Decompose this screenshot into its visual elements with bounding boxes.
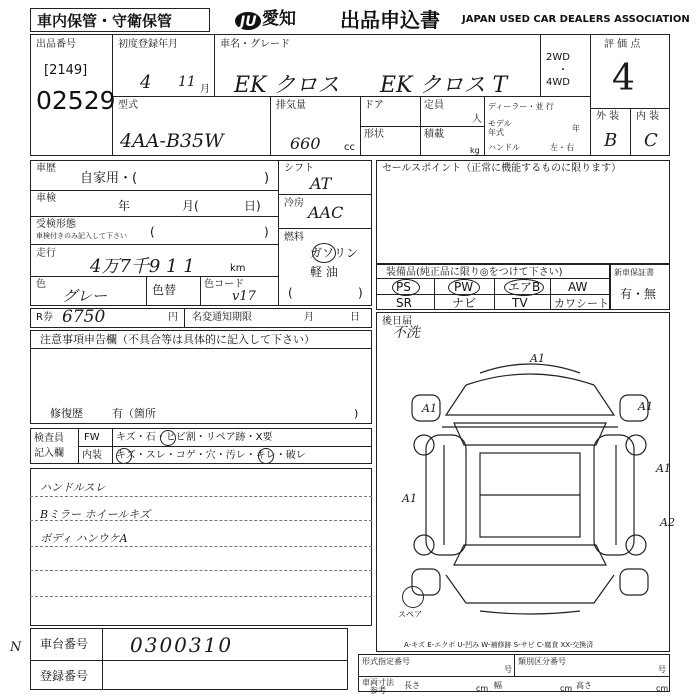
lot-number: 02529	[36, 86, 116, 115]
equipment-label: 装備品(純正品に限り◎をつけて下さい)	[386, 267, 563, 278]
equip-airbag-circle	[504, 279, 544, 296]
equip-airbag: エアB	[508, 280, 541, 294]
dealer-year-unit: 年	[572, 124, 580, 133]
receive-note: 車検付きのみ記入して下さい	[36, 232, 127, 240]
ju-logo-text: JU	[240, 14, 257, 30]
dims-length-unit: cm	[476, 684, 489, 693]
diagram-mark-front: A1	[530, 352, 545, 365]
dealer-model-year: モデル	[488, 119, 512, 128]
registration-month: 11	[178, 74, 196, 90]
equip-aw: AW	[568, 280, 588, 294]
mileage-unit: km	[230, 263, 246, 274]
int-scratch-circle	[116, 448, 132, 464]
model-name-label: 車名・グレード	[220, 39, 290, 50]
header-region: 愛知	[262, 9, 296, 29]
int-dirt-circle	[258, 448, 274, 464]
shift-label: シフト	[284, 163, 314, 174]
diagram-mark-right-door: A1	[656, 462, 671, 475]
load-label: 積載	[424, 129, 444, 140]
dims-height-unit: cm	[656, 684, 669, 693]
grade-eval-value: 4	[612, 58, 635, 99]
damage-legend: A-キズ E-エクボ U-凹み W-補修跡 S-サビ C-腐食 XX-交換済	[404, 641, 594, 649]
equip-tv: TV	[512, 296, 528, 310]
diagram-mark-left-door: A1	[402, 492, 417, 505]
corner-mark: N	[10, 640, 22, 655]
name-change-month: 月	[304, 312, 314, 323]
equip-sr: SR	[396, 296, 412, 310]
color-change-label: 色替	[152, 283, 177, 297]
int-label: 内 装	[636, 111, 660, 122]
ext-value: B	[604, 130, 618, 151]
receive-close: )	[264, 225, 269, 239]
inspection-label: 車検	[36, 193, 56, 204]
name-change-label: 名変通知期限	[192, 312, 252, 323]
capacity-unit: 人	[472, 114, 482, 125]
equip-navi: ナビ	[452, 296, 477, 310]
color-label: 色	[36, 279, 46, 290]
header-title: 出品申込書	[340, 8, 440, 32]
diagram-mark-right-rear: A2	[660, 516, 675, 529]
color-code-label: 色コード	[204, 279, 244, 290]
equip-ps-circle	[392, 279, 420, 296]
equip-seat: カワシート	[554, 297, 609, 310]
recycle-options: 有・無	[620, 287, 657, 301]
notes-label: 注意事項申告欄（不具合等は具体的に記入して下さい）	[40, 333, 315, 346]
handle-label: ハンドル	[488, 143, 520, 152]
door-label: ドア	[364, 100, 384, 111]
drive-2wd: 2WD	[546, 52, 570, 63]
name-change-day: 日	[350, 312, 360, 323]
inspection-day-unit: 日)	[244, 199, 261, 213]
registration-label: 初度登録年月	[118, 39, 178, 50]
class-number-label: 類別区分番号	[518, 657, 566, 666]
registration-year: 4	[140, 72, 152, 93]
handwritten-note-1: ハンドルスレ	[40, 481, 106, 494]
model-grade-value: EK クロス T	[380, 73, 508, 98]
fuel-paren-close: )	[358, 286, 363, 300]
receive-label: 受検形態	[36, 219, 76, 230]
equip-ps: PS	[396, 280, 411, 294]
sales-point-box	[376, 160, 670, 264]
diagram-mark-right-front: A1	[638, 400, 653, 413]
class-number-unit: 号	[658, 665, 666, 674]
handwritten-note-2: Bミラー ホイールキズ	[40, 508, 151, 521]
lot-sub-number: [2149]	[44, 63, 88, 78]
form-number-unit: 号	[504, 665, 512, 674]
int-value: C	[644, 130, 658, 151]
fuel-gas-circle	[312, 243, 336, 263]
r-ticket-value: 6750	[62, 307, 106, 327]
mileage-label: 走行	[36, 248, 56, 259]
dims-sub: 参考	[370, 686, 386, 695]
dims-label: 車両寸法	[362, 678, 394, 687]
repair-label: 修復歴	[50, 407, 83, 420]
dims-width: 幅	[494, 681, 502, 690]
fuel-opt-diesel: 軽 油	[310, 265, 338, 279]
keep-label: 車内保管・守衛保管	[37, 12, 173, 30]
sales-point-label: セールスポイント（正常に機能するものに限ります）	[382, 163, 622, 174]
r-ticket-unit: 円	[168, 312, 178, 323]
ac-value: AAC	[308, 203, 344, 222]
color-value: グレー	[62, 287, 108, 305]
repair-close: )	[354, 407, 359, 420]
displacement-label: 排気量	[276, 100, 306, 111]
int-tag: 内装	[82, 450, 102, 461]
shape-label: 形状	[364, 129, 384, 140]
mileage-value: 4万7千9 1 1	[90, 256, 195, 277]
keep-label-box	[30, 8, 210, 32]
ext-label: 外 装	[596, 111, 620, 122]
receive-open: (	[150, 225, 155, 239]
rear-label: 後日届	[382, 316, 412, 327]
spare-tire-icon	[402, 586, 424, 608]
rear-value: 不洗	[392, 325, 420, 341]
plate-label: 登録番号	[40, 669, 89, 683]
fuel-label: 燃料	[284, 232, 304, 243]
lot-label: 出品番号	[36, 39, 76, 50]
form-number-label: 形式指定番号	[362, 657, 410, 666]
header-english: JAPAN USED CAR DEALERS ASSOCIATION	[462, 14, 690, 25]
type-label: 型式	[118, 100, 138, 111]
dims-height: 高さ	[576, 681, 592, 690]
r-ticket-label: R券	[36, 312, 53, 323]
type-value: 4AA-B35W	[120, 130, 224, 152]
fuel-paren-open: (	[288, 286, 293, 300]
handle-options: 左・右	[550, 143, 574, 152]
fw-tag: FW	[84, 432, 100, 443]
shift-value: AT	[310, 174, 332, 193]
capacity-label: 定員	[424, 100, 444, 111]
fuel-opt-gas: ガソリン	[310, 246, 359, 260]
inspection-year-unit: 年	[118, 199, 131, 213]
diagram-mark-left-front: A1	[422, 402, 437, 415]
history-value: 自家用・(	[80, 171, 138, 186]
chassis-value: 0300310	[130, 633, 234, 657]
drive-sep: ・	[558, 65, 568, 76]
model-name-value: EK クロス	[234, 73, 340, 98]
spare-label: スペア	[398, 610, 422, 619]
inspection-month-unit: 月(	[182, 199, 199, 213]
displacement-unit: cc	[344, 142, 355, 153]
history-close: )	[264, 171, 270, 186]
inspector-label-2: 記入欄	[34, 448, 64, 459]
drive-4wd: 4WD	[546, 77, 570, 88]
color-code-value: v17	[232, 289, 256, 304]
fw-text: キズ・石・ヒビ割・リペア跡・X要	[116, 432, 273, 443]
ac-label: 冷房	[284, 198, 304, 209]
displacement-value: 660	[290, 134, 321, 153]
dims-length: 長さ	[404, 681, 420, 690]
dims-width-unit: cm	[560, 684, 573, 693]
grade-eval-label: 評 価 点	[604, 39, 641, 50]
int-text: キズ・スレ・コゲ・穴・汚レ・キレ・破レ	[116, 450, 306, 461]
registration-month-unit: 月	[200, 84, 210, 95]
recycle-label: 新車保証書	[614, 268, 654, 277]
chassis-label: 車台番号	[40, 637, 89, 651]
history-label: 車歴	[36, 163, 56, 174]
repair-value: 有（箇所	[112, 407, 156, 420]
inspector-label-1: 検査員	[34, 433, 64, 444]
dealer-label: ディーラー・並 行	[488, 102, 554, 111]
equip-pw-circle	[448, 279, 480, 296]
car-diagram	[396, 345, 668, 615]
dealer-year-label: 年式	[488, 128, 504, 137]
equip-pw: PW	[454, 280, 474, 294]
load-unit: kg	[470, 146, 480, 155]
handwritten-note-3: ボディ ハンウケA	[40, 532, 128, 545]
fw-stone-circle	[160, 430, 176, 446]
